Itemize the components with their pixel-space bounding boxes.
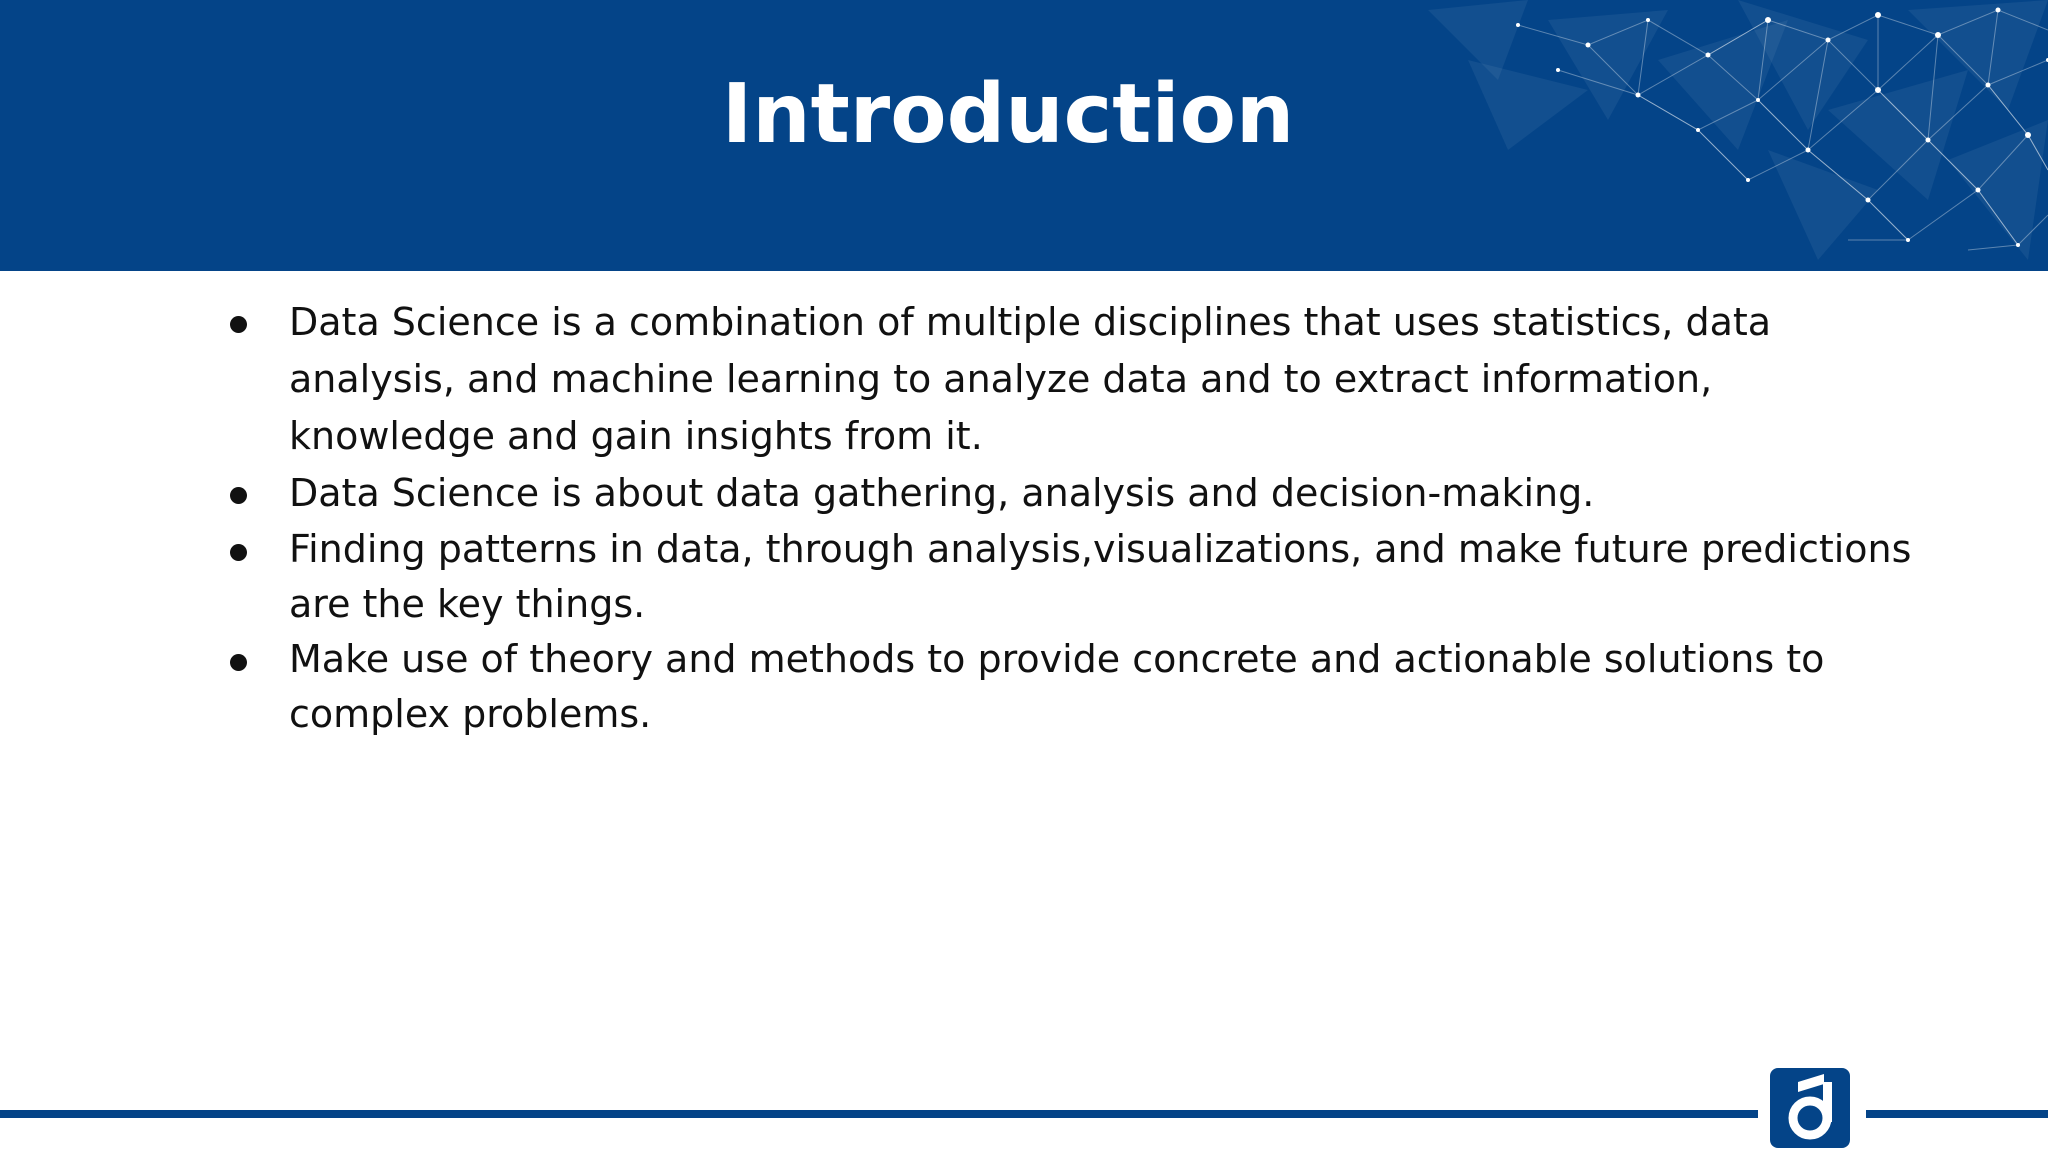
- bullet-item: [220, 522, 1920, 632]
- bullet-text: Data Science is a combination of multiple disciplines that uses statistics, data analysis, and machine learning to analyze data and to extract information, knowledge and gain insights from it.: [289, 300, 1772, 458]
- bullet-dot-icon: [230, 544, 247, 561]
- bullet-dot-icon: [230, 487, 247, 504]
- footer-divider-right: [1866, 1110, 2048, 1118]
- bullet-dot-icon: [230, 654, 247, 671]
- bullet-item: [220, 632, 1920, 742]
- brand-logo-icon: [1770, 1068, 1850, 1148]
- footer-divider-left: [0, 1110, 1758, 1118]
- bullet-text: Data Science is about data gathering, analysis and decision-making.: [289, 471, 1595, 515]
- bullet-text: Make use of theory and methods to provide concrete and actionable solutions to complex problems.: [289, 637, 1825, 736]
- bullet-item: [220, 294, 1920, 465]
- slide-content: [220, 294, 1920, 742]
- bullet-text: Finding patterns in data, through analysis,visualizations, and make future predictions are the key things.: [289, 527, 1912, 626]
- bullet-list: [220, 294, 1920, 742]
- slide-title: Introduction: [721, 67, 1295, 162]
- bullet-item: [220, 465, 1920, 522]
- slide-header: [0, 0, 2048, 271]
- bullet-dot-icon: [230, 316, 247, 333]
